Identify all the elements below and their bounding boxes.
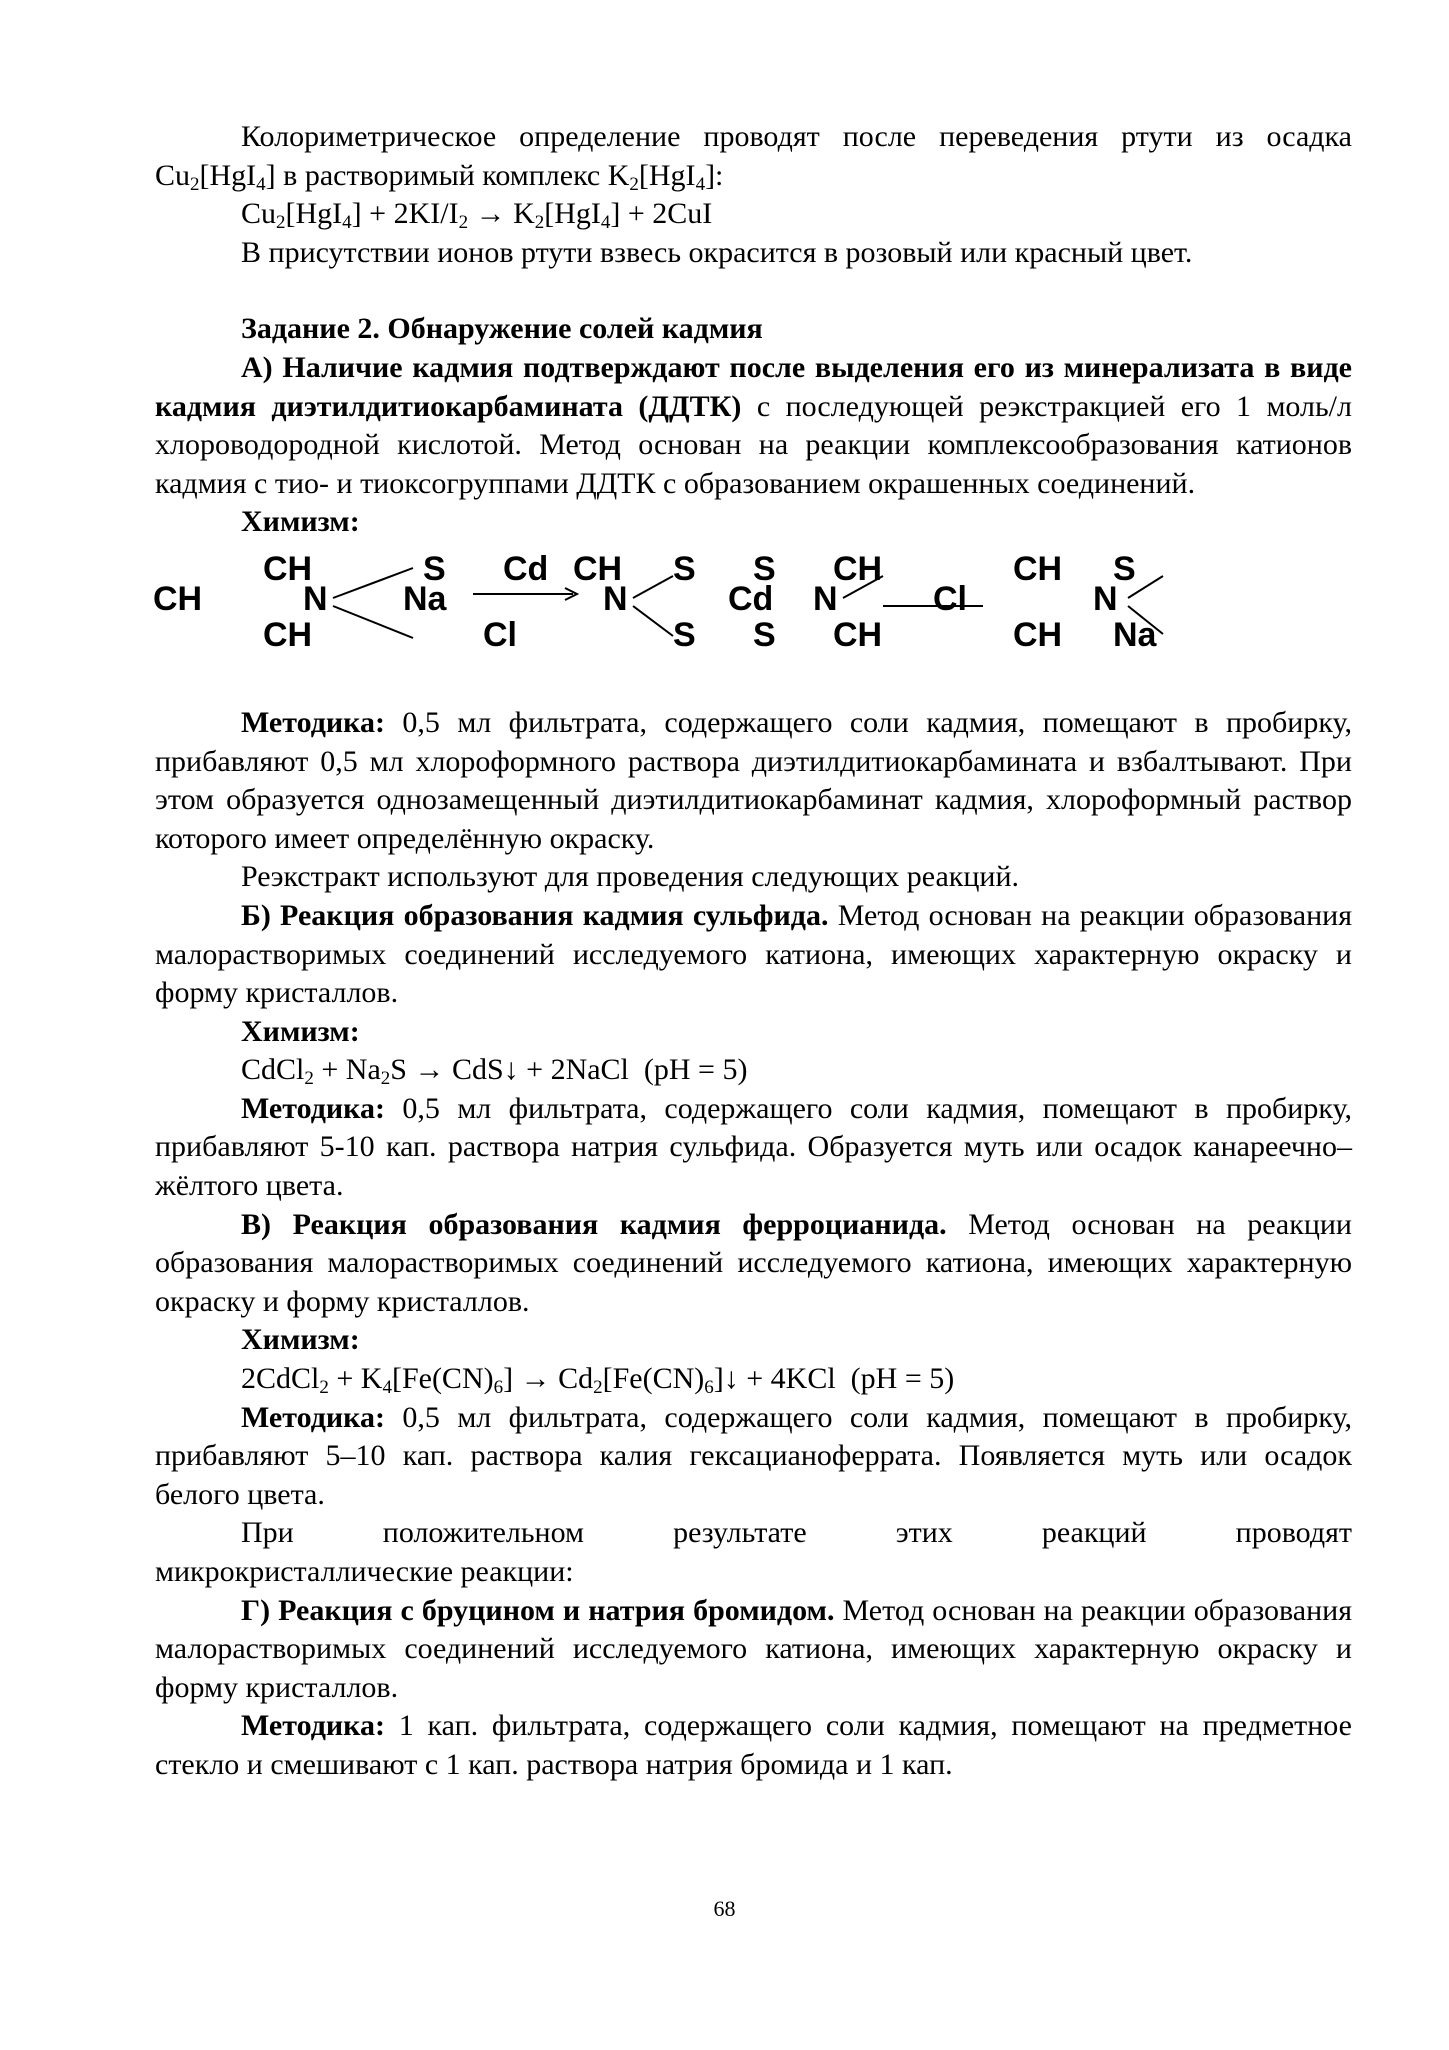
scheme-label-n-4: N <box>1093 579 1118 618</box>
scheme-label-ch-5: CH <box>153 579 203 618</box>
paragraph-mercury-color: В присутствии ионов ртути взвесь окрасится в розовый или красный цвет. <box>241 235 1193 269</box>
scheme-label-ch-1: CH <box>263 549 313 588</box>
scheme-bond-1 <box>333 568 413 598</box>
scheme-label-ch-7: CH <box>833 615 883 654</box>
paragraph-v: В) Реакция образования кадмия ферроцианида. Метод основан на реакции образования малорастворимых соединений исследуемого катиона, имеющих характерную окраску и форму кристаллов. <box>155 1207 1352 1318</box>
scheme-label-s-2: S <box>673 549 696 588</box>
reaction-scheme-drawing <box>153 546 1353 666</box>
paragraph-positive-line2: микрокристаллические реакции: <box>155 1555 574 1588</box>
scheme-label-ch-6: CH <box>263 615 313 654</box>
paragraph-reextract: Реэкстракт используют для проведения следующих реакций. <box>241 860 1019 894</box>
paragraph-a-heading: А) Наличие кадмия подтверждают после выделения его из минерализата в виде кадмия диэтилдитиокарбамината (ДДТК) <box>155 350 1352 423</box>
scheme-label-na-1: Na <box>403 579 447 618</box>
equation-cds: CdCl$_2$ + $Na_2S$ → CdS↓ + 2NaCl (pH = 5) <box>241 1053 748 1090</box>
scheme-label-cd-1: Cd <box>503 549 549 588</box>
task2-title: Задание 2. Обнаружение солей кадмия <box>241 312 763 346</box>
paragraph-method-3: Методика: 0,5 мл фильтрата, содержащего соли кадмия, помещают в пробирку, прибавляют 5–10 кап. раствора калия гексацианоферрата. Появляется муть или осадок белого цвета. <box>155 1400 1352 1511</box>
scheme-label-s-3: S <box>753 549 776 588</box>
paragraph-g: Г) Реакция с бруцином и натрия бромидом. Метод основан на реакции образования малорастворимых соединений исследуемого катиона, имеющих характерную окраску и форму кристаллов. <box>155 1593 1353 1704</box>
paragraph-b-heading: Б) Реакция образования кадмия сульфида. <box>241 898 829 932</box>
paragraph-b: Б) Реакция образования кадмия сульфида. Метод основан на реакции образования малорастворимых соединений исследуемого катиона, имеющих характерную окраску и форму кристаллов. <box>155 898 1352 1010</box>
paragraph-colorimetric: Колориметрическое определение проводят после переведения ртути из осадка $Cu_2[HgI_4]$ в растворимый комплекс $K_2[HgI_4]$: <box>155 120 1352 195</box>
equation-hg: $Cu_2[HgI_4] + 2KI/I_2 \to K_2[HgI_4] + 2CuI$ <box>241 197 713 234</box>
paragraph-g-heading: Г) Реакция с бруцином и натрия бромидом. <box>241 1593 835 1627</box>
scheme-bond-3 <box>633 576 673 598</box>
scheme-label-cl-2: Cl <box>483 615 517 654</box>
scheme-label-cd-2: Cd <box>728 579 774 618</box>
paragraph-v-heading: В) Реакция образования кадмия ферроцианида. <box>241 1207 947 1241</box>
page-content <box>155 118 1352 1785</box>
scheme-bond-2 <box>333 606 413 638</box>
paragraph-method-2: Методика: 0,5 мл фильтрата, содержащего соли кадмия, помещают в пробирку, прибавляют 5-10 кап. раствора натрия сульфида. Образуется муть или осадок канареечно–жёлтого цвета. <box>155 1091 1352 1203</box>
page-number: 68 <box>713 1896 736 1921</box>
scheme-label-ch-3: CH <box>833 549 883 588</box>
scheme-label-s-6: S <box>753 615 776 654</box>
scheme-bond-4 <box>633 606 673 636</box>
scheme-label-n-3: N <box>813 579 838 618</box>
scheme-label-ch-4: CH <box>1013 549 1063 588</box>
chem-label-a: Химизм: <box>241 505 360 539</box>
reaction-scheme-ddtc <box>155 546 1352 666</box>
scheme-label-s-1: S <box>423 549 446 588</box>
paragraph-positive-line1: При положительном результате этих реакций проводят <box>241 1516 1352 1550</box>
scheme-label-na-2: Na <box>1113 615 1157 654</box>
scheme-label-ch-2: CH <box>573 549 623 588</box>
paragraph-a: А) Наличие кадмия подтверждают после выделения его из минерализата в виде кадмия диэтилдитиокарбамината (ДДТК) с последующей реэкстракцией его 1 моль/л хлороводородной кислотой. Метод основан на реакции комплексообразования катионов кадмия с тио- и тиоксогруппами ДДТК с образованием окрашенных соединений. <box>155 350 1352 500</box>
scheme-label-cl-1: Cl <box>933 579 967 618</box>
scheme-label-n-1: N <box>303 579 328 618</box>
paragraph-method-1: Методика: 0,5 мл фильтрата, содержащего соли кадмия, помещают в пробирку, прибавляют 0,5 мл хлороформного раствора диэтилдитиокарбамината и взбалтывают. При этом образуется однозамещенный диэтилдитиокарбаминат кадмия, хлороформный раствор которого имеет определённую окраску. <box>155 705 1352 855</box>
scheme-label-ch-8: CH <box>1013 615 1063 654</box>
chem-label-v: Химизм: <box>241 1323 360 1357</box>
scheme-label-n-2: N <box>603 579 628 618</box>
scheme-label-s-4: S <box>1113 549 1136 588</box>
chem-label-b: Химизм: <box>241 1014 360 1048</box>
equation-ferrocyanide: 2CdCl$_2$ + $K_4[Fe(CN)_6]$ → $Cd_2[Fe(CN)_6]↓ + 4KCl$ (pH = 5) <box>241 1362 955 1399</box>
scheme-label-s-5: S <box>673 615 696 654</box>
paragraph-method-4: Методика: 1 кап. фильтрата, содержащего соли кадмия, помещают на предметное стекло и смешивают с 1 кап. раствора натрия бромида и 1 кап. <box>155 1709 1352 1781</box>
